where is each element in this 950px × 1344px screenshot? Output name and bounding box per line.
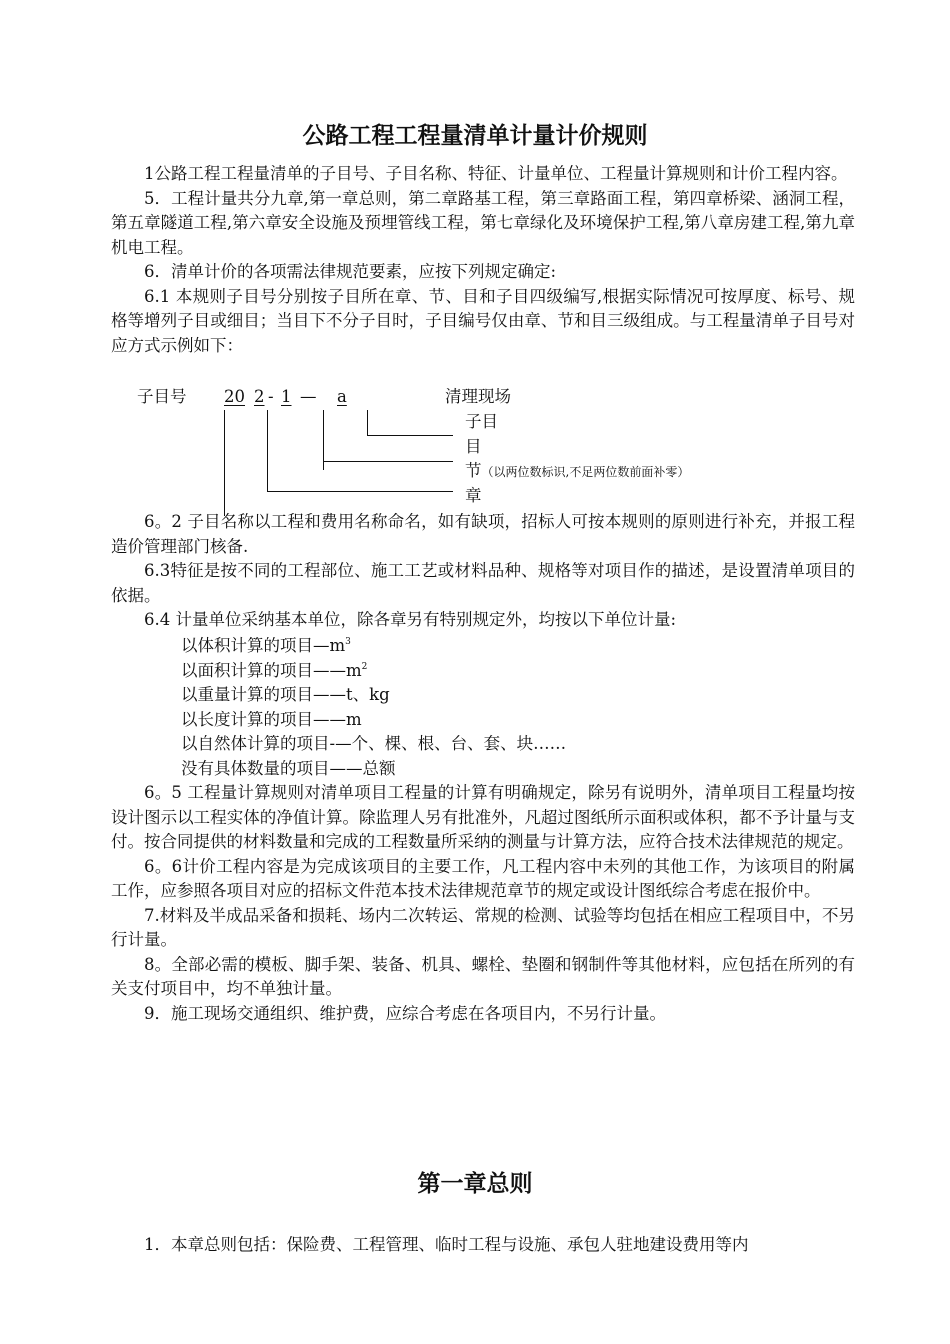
paragraph-6-3: 6.3特征是按不同的工程部位、施工工艺或材料品种、规格等对项目作的描述，是设置清单项目的依据。	[111, 561, 855, 605]
paragraph-1: 1公路工程工程量清单的子目号、子目名称、特征、计量单位、工程量计算规则和计价工程内容。	[144, 164, 848, 183]
code-section: 2	[254, 387, 265, 406]
paragraph-6: 6．清单计价的各项需法律规范要素，应按下列规定确定:	[144, 262, 557, 281]
paragraph-7: 7.材料及半成品采备和损耗、场内二次转运、常规的检测、试验等均包括在相应工程项目中，不另行计量。	[111, 905, 855, 949]
legend-section-label: 节	[465, 461, 482, 480]
unit-none: 没有具体数量的项目——总额	[181, 758, 396, 778]
legend-section	[465, 461, 689, 482]
code-item: 1	[281, 387, 292, 406]
unit-area	[181, 659, 566, 684]
code-chapter: 20	[224, 387, 245, 406]
chapter-connector-line	[224, 410, 225, 516]
unit-volume-sup: 3	[345, 637, 351, 647]
unit-weight: 以重量计算的项目——t、kg	[181, 685, 390, 704]
unit-area-text: 以面积计算的项目——m	[181, 660, 362, 680]
paragraph-6-5: 6。5 工程量计算规则对清单项目工程量的计算有明确规定，除另有说明外，清单项目工程量均按设计图示以工程实体的净值计算。除监理人另有批准外，凡超过图纸所示面积或体积，都不予计量与支付。按合同提供的材料数量和完成的工程数量所采纳的测量与计算方法，应符合技术法律规范的规定。	[111, 783, 855, 851]
legend-section-note: （以两位数标识,不足两位数前面补零）	[481, 465, 690, 479]
subitem-connector-line	[367, 410, 368, 436]
unit-volume	[181, 634, 566, 659]
legend-item: 目	[465, 437, 482, 456]
unit-length: 以长度计算的项目——m	[181, 709, 362, 729]
section-branch-line	[267, 491, 453, 492]
subitem-branch-line	[367, 435, 453, 436]
diagram-label: 子目号	[137, 387, 187, 406]
chapter-1-section	[111, 1233, 855, 1258]
chapter-1-paragraph-1: 1．本章总则包括：保险费、工程管理、临时工程与设施、承包人驻地建设费用等内	[144, 1235, 749, 1254]
unit-list	[181, 634, 566, 781]
document-title: 公路工程工程量清单计量计价规则	[302, 123, 648, 149]
item-branch-line	[323, 461, 453, 462]
chapter-1-title: 第一章总则	[417, 1171, 533, 1197]
paragraph-6-6: 6。6计价工程内容是为完成该项目的主要工作，凡工程内容中未列的其他工作，为该项目的附属工作，应参照各项目对应的招标文件范本技术法律规范章节的规定或设计图纸综合考虑在报价中。	[111, 856, 855, 900]
intro-section	[111, 162, 855, 358]
code-dash-2: —	[300, 387, 317, 406]
code-subitem: a	[337, 387, 347, 406]
paragraph-9: 9．施工现场交通组织、维护费，应综合考虑在各项目内，不另行计量。	[144, 1003, 666, 1023]
legend-subitem: 子目	[465, 412, 498, 431]
paragraph-5: 5．工程计量共分九章,第一章总则，第二章路基工程，第三章路面工程，第四章桥梁、涵洞工程，第五章隧道工程,第六章安全设施及预埋管线工程，第七章绿化及环境保护工程,第八章房建工程,第九章机电工程。	[111, 188, 855, 257]
rules-section-b	[111, 510, 855, 633]
code-dash-1: -	[268, 387, 274, 406]
unit-natural: 以自然体计算的项目-—个、棵、根、台、套、块……	[181, 734, 567, 753]
paragraph-6-1: 6.1 本规则子目号分别按子目所在章、节、目和子目四级编写,根据实际情况可按厚度、标号、规格等增列子目或细目；当目下不分子目时，子目编号仅由章、节和目三级组成。与工程量清单子目号对应方式示例如下：	[111, 286, 855, 355]
legend-chapter: 章	[465, 486, 482, 505]
example-name: 清理现场	[445, 387, 511, 406]
unit-area-sup: 2	[361, 661, 368, 672]
section-connector-line	[267, 410, 268, 492]
rules-section-c	[111, 781, 855, 1026]
paragraph-6-4: 6.4 计量单位采纳基本单位，除各章另有特别规定外，均按以下单位计量:	[144, 610, 677, 629]
paragraph-6-2: 6。2 子目名称以工程和费用名称命名，如有缺项，招标人可按本规则的原则进行补充，并报工程造价管理部门核备.	[111, 512, 855, 556]
unit-volume-text: 以体积计算的项目—m	[181, 636, 346, 655]
paragraph-8: 8。全部必需的模板、脚手架、装备、机具、螺栓、垫圈和钢制件等其他材料，应包括在所列的有关支付项目中，均不单独计量。	[111, 954, 855, 998]
